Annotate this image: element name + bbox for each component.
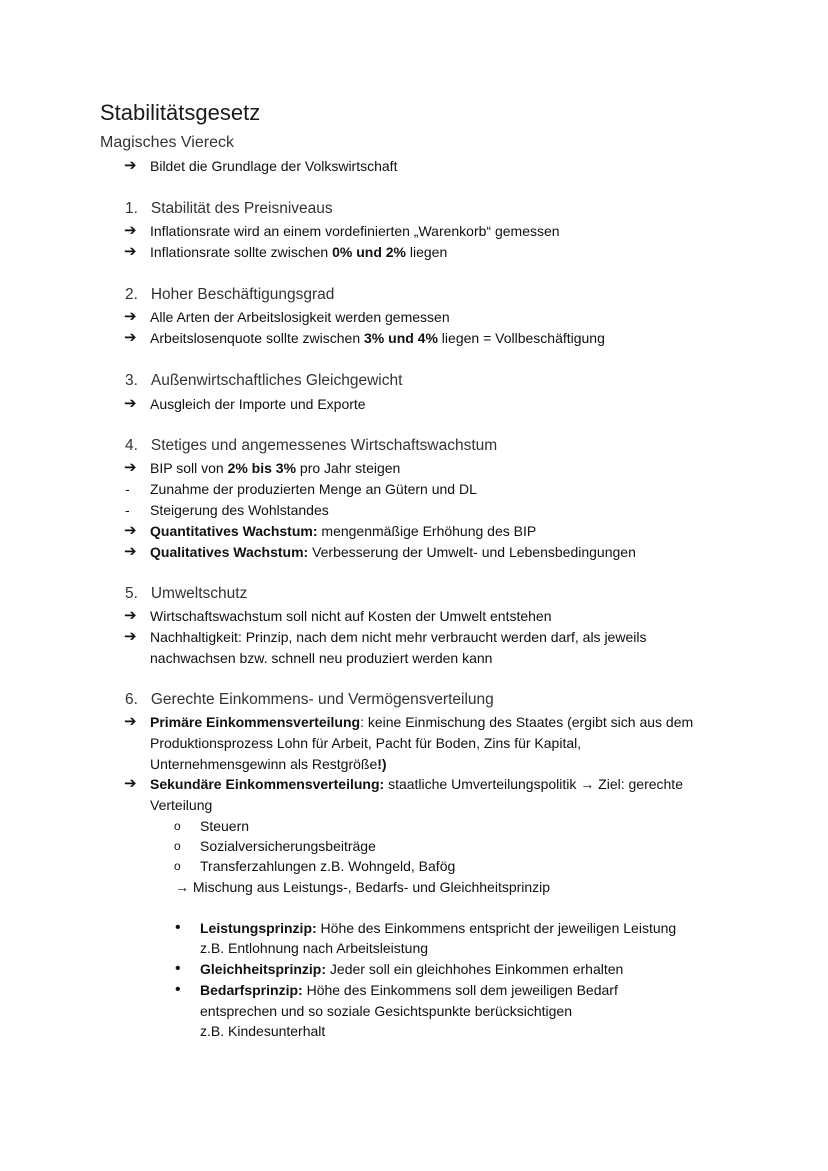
- section-heading-3: 3. Außenwirtschaftliches Gleichgewicht: [125, 372, 403, 389]
- primary-distribution-continued-1: Produktionsprozess Lohn für Arbeit, Pacht für Boden, Zins für Kapital,: [150, 735, 582, 751]
- section-3-point-1: Ausgleich der Importe und Exporte: [150, 396, 366, 412]
- section-5-point-2: Nachhaltigkeit: Prinzip, nach dem nicht mehr verbraucht werden darf, als jeweils: [150, 629, 647, 645]
- arrow-icon: ➔: [124, 543, 137, 560]
- arrow-icon: ➔: [124, 522, 137, 539]
- arrow-icon: ➔: [124, 607, 137, 624]
- section-2-point-1: Alle Arten der Arbeitslosigkeit werden gemessen: [150, 309, 450, 325]
- section-5-point-2-continued: nachwachsen bzw. schnell neu produziert werden kann: [150, 650, 493, 666]
- circle-item-1: Steuern: [200, 818, 250, 834]
- section-heading-2: 2. Hoher Beschäftigungsgrad: [125, 286, 335, 303]
- arrow-icon: ➔: [124, 157, 137, 174]
- page-subtitle: Magisches Viereck: [100, 134, 234, 151]
- mix-note: → Mischung aus Leistungs-, Bedarfs- und Gleichheitsprinzip: [175, 879, 551, 895]
- secondary-distribution: Sekundäre Einkommensverteilung: staatliche Umverteilungspolitik → Ziel: gerechte: [150, 776, 683, 792]
- bullet-dot: •: [175, 981, 181, 998]
- arrow-icon: ➔: [124, 329, 137, 346]
- section-4-point-3: Steigerung des Wohlstandes: [150, 502, 329, 518]
- circle-item-2: Sozialversicherungsbeiträge: [200, 838, 376, 854]
- section-4-point-5: Qualitatives Wachstum: Verbesserung der Umwelt- und Lebensbedingungen: [150, 544, 636, 560]
- principle-1-continued: z.B. Entlohnung nach Arbeitsleistung: [200, 940, 429, 956]
- principle-3-continued-1: entsprechen und so soziale Gesichtspunkte berücksichtigen: [200, 1003, 572, 1019]
- page-title: Stabilitätsgesetz: [100, 100, 261, 125]
- section-1-point-2: Inflationsrate sollte zwischen 0% und 2% liegen: [150, 244, 448, 260]
- arrow-icon: ➔: [124, 628, 137, 645]
- dash-marker: -: [125, 481, 130, 497]
- dash-marker: -: [125, 502, 130, 518]
- section-heading-6: 6. Gerechte Einkommens- und Vermögensverteilung: [125, 691, 494, 708]
- primary-distribution: Primäre Einkommensverteilung: keine Einmischung des Staates (ergibt sich aus dem: [150, 714, 694, 730]
- section-1-point-1: Inflationsrate wird an einem vordefinierten „Warenkorb“ gemessen: [150, 223, 560, 239]
- circle-bullet: o: [174, 819, 181, 833]
- arrow-icon: ➔: [124, 775, 137, 792]
- bullet-dot: •: [175, 960, 181, 977]
- primary-distribution-continued-2: Unternehmensgewinn als Restgröße!): [150, 756, 387, 772]
- principle-2: Gleichheitsprinzip: Jeder soll ein gleichhohes Einkommen erhalten: [200, 961, 624, 977]
- section-heading-1: 1. Stabilität des Preisniveaus: [125, 200, 333, 217]
- principle-3: Bedarfsprinzip: Höhe des Einkommens soll dem jeweiligen Bedarf: [200, 982, 618, 998]
- section-5-point-1: Wirtschaftswachstum soll nicht auf Kosten der Umwelt entstehen: [150, 608, 552, 624]
- arrow-icon: ➔: [124, 395, 137, 412]
- arrow-icon: ➔: [124, 308, 137, 325]
- section-4-point-1: BIP soll von 2% bis 3% pro Jahr steigen: [150, 460, 401, 476]
- arrow-icon: ➔: [124, 459, 137, 476]
- bullet-dot: •: [175, 919, 181, 936]
- section-4-point-4: Quantitatives Wachstum: mengenmäßige Erhöhung des BIP: [150, 523, 537, 539]
- circle-item-3: Transferzahlungen z.B. Wohngeld, Bafög: [200, 858, 456, 874]
- secondary-distribution-continued: Verteilung: [150, 797, 213, 813]
- arrow-icon: ➔: [124, 222, 137, 239]
- section-4-point-2: Zunahme der produzierten Menge an Gütern und DL: [150, 481, 477, 497]
- intro-text: Bildet die Grundlage der Volkswirtschaft: [150, 158, 398, 174]
- arrow-icon: ➔: [124, 713, 137, 730]
- section-heading-4: 4. Stetiges und angemessenes Wirtschaftswachstum: [125, 437, 498, 454]
- section-heading-5: 5. Umweltschutz: [125, 585, 248, 602]
- circle-bullet: o: [174, 859, 181, 873]
- arrow-icon: ➔: [124, 243, 137, 260]
- principle-1: Leistungsprinzip: Höhe des Einkommens entspricht der jeweiligen Leistung: [200, 920, 677, 936]
- section-2-point-2: Arbeitslosenquote sollte zwischen 3% und 4% liegen = Vollbeschäftigung: [150, 330, 605, 346]
- circle-bullet: o: [174, 839, 181, 853]
- principle-3-continued-2: z.B. Kindesunterhalt: [200, 1023, 326, 1039]
